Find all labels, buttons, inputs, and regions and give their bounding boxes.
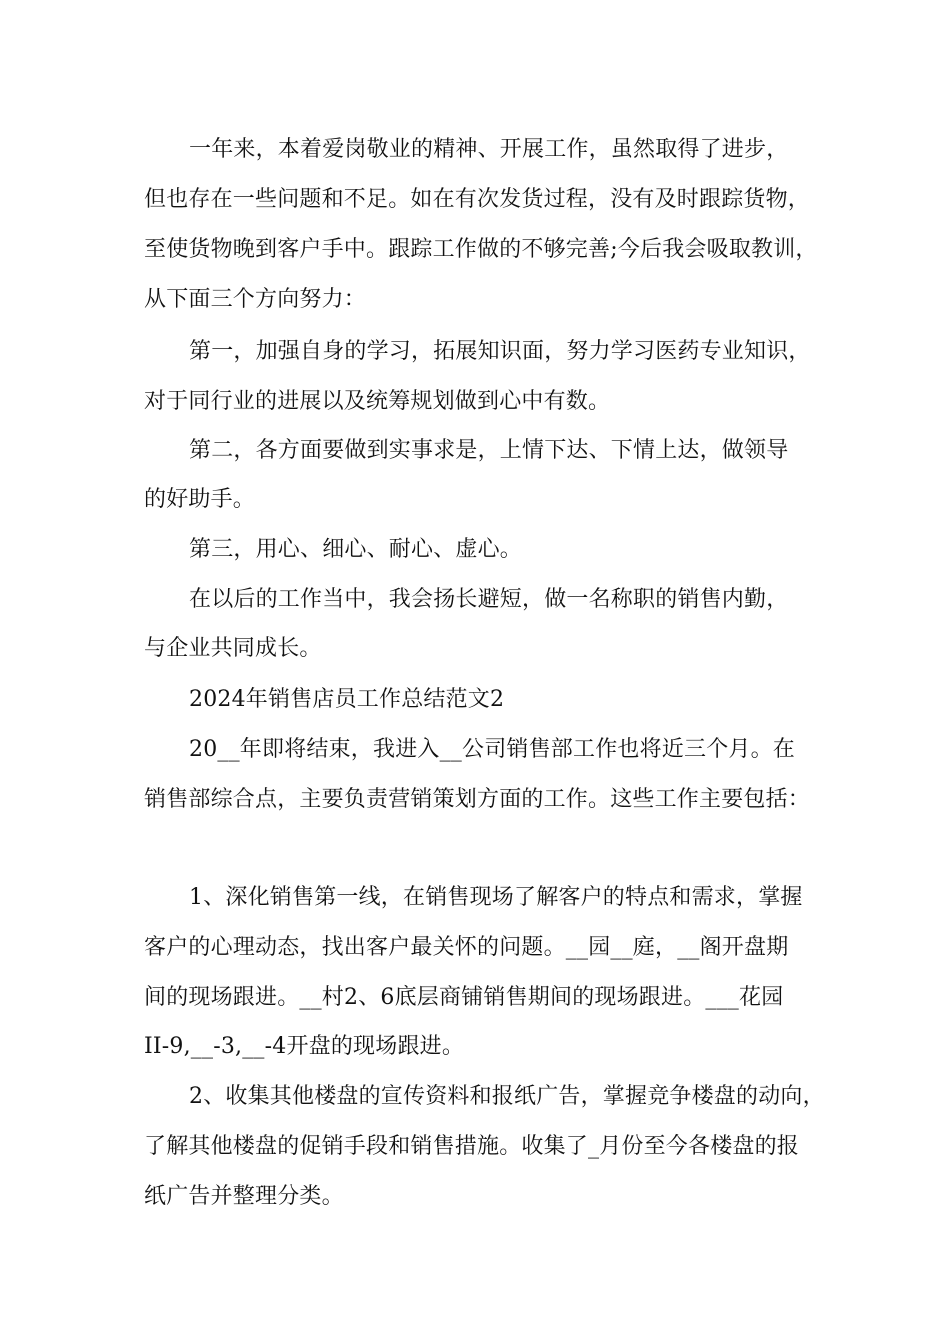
- paragraph-line: 至使货物晚到客户手中。跟踪工作做的不够完善;今后我会吸取教训，: [144, 237, 818, 262]
- paragraph-line: 第一，加强自身的学习，拓展知识面，努力学习医药专业知识，: [189, 339, 811, 364]
- paragraph-line: 销售部综合点，主要负责营销策划方面的工作。这些工作主要包括：: [144, 787, 811, 812]
- paragraph-line: 2、收集其他楼盘的宣传资料和报纸广告，掌握竞争楼盘的动向，: [189, 1084, 825, 1109]
- paragraph-line: 与企业共同成长。: [144, 636, 322, 661]
- paragraph-line: 纸广告并整理分类。: [144, 1184, 344, 1209]
- paragraph-line: 1、深化销售第一线，在销售现场了解客户的特点和需求，掌握: [189, 885, 803, 910]
- paragraph-line: II-9,__-3,__-4开盘的现场跟进。: [144, 1034, 465, 1059]
- paragraph-line: 但也存在一些问题和不足。如在有次发货过程，没有及时跟踪货物，: [144, 187, 811, 212]
- paragraph-line: 在以后的工作当中，我会扬长避短，做一名称职的销售内勤，: [189, 587, 789, 612]
- paragraph-line: 间的现场跟进。__村2、6底层商铺销售期间的现场跟进。___花园: [144, 985, 784, 1010]
- paragraph-line: 了解其他楼盘的促销手段和销售措施。收集了_月份至今各楼盘的报: [144, 1134, 800, 1159]
- paragraph-line: 第二，各方面要做到实事求是，上情下达、下情上达，做领导: [189, 438, 789, 463]
- paragraph-line: 20__年即将结束，我进入__公司销售部工作也将近三个月。在: [189, 737, 795, 762]
- paragraph-line: 一年来，本着爱岗敬业的精神、开展工作，虽然取得了进步，: [189, 137, 789, 162]
- paragraph-line: 第三，用心、细心、耐心、虚心。: [189, 537, 523, 562]
- paragraph-line: 对于同行业的进展以及统筹规划做到心中有数。: [144, 389, 611, 414]
- section-heading: 2024年销售店员工作总结范文2: [189, 687, 505, 712]
- paragraph-line: 从下面三个方向努力：: [144, 287, 367, 312]
- paragraph-line: 的好助手。: [144, 487, 256, 512]
- paragraph-line: 客户的心理动态，找出客户最关怀的问题。__园__庭，__阁开盘期: [144, 935, 789, 960]
